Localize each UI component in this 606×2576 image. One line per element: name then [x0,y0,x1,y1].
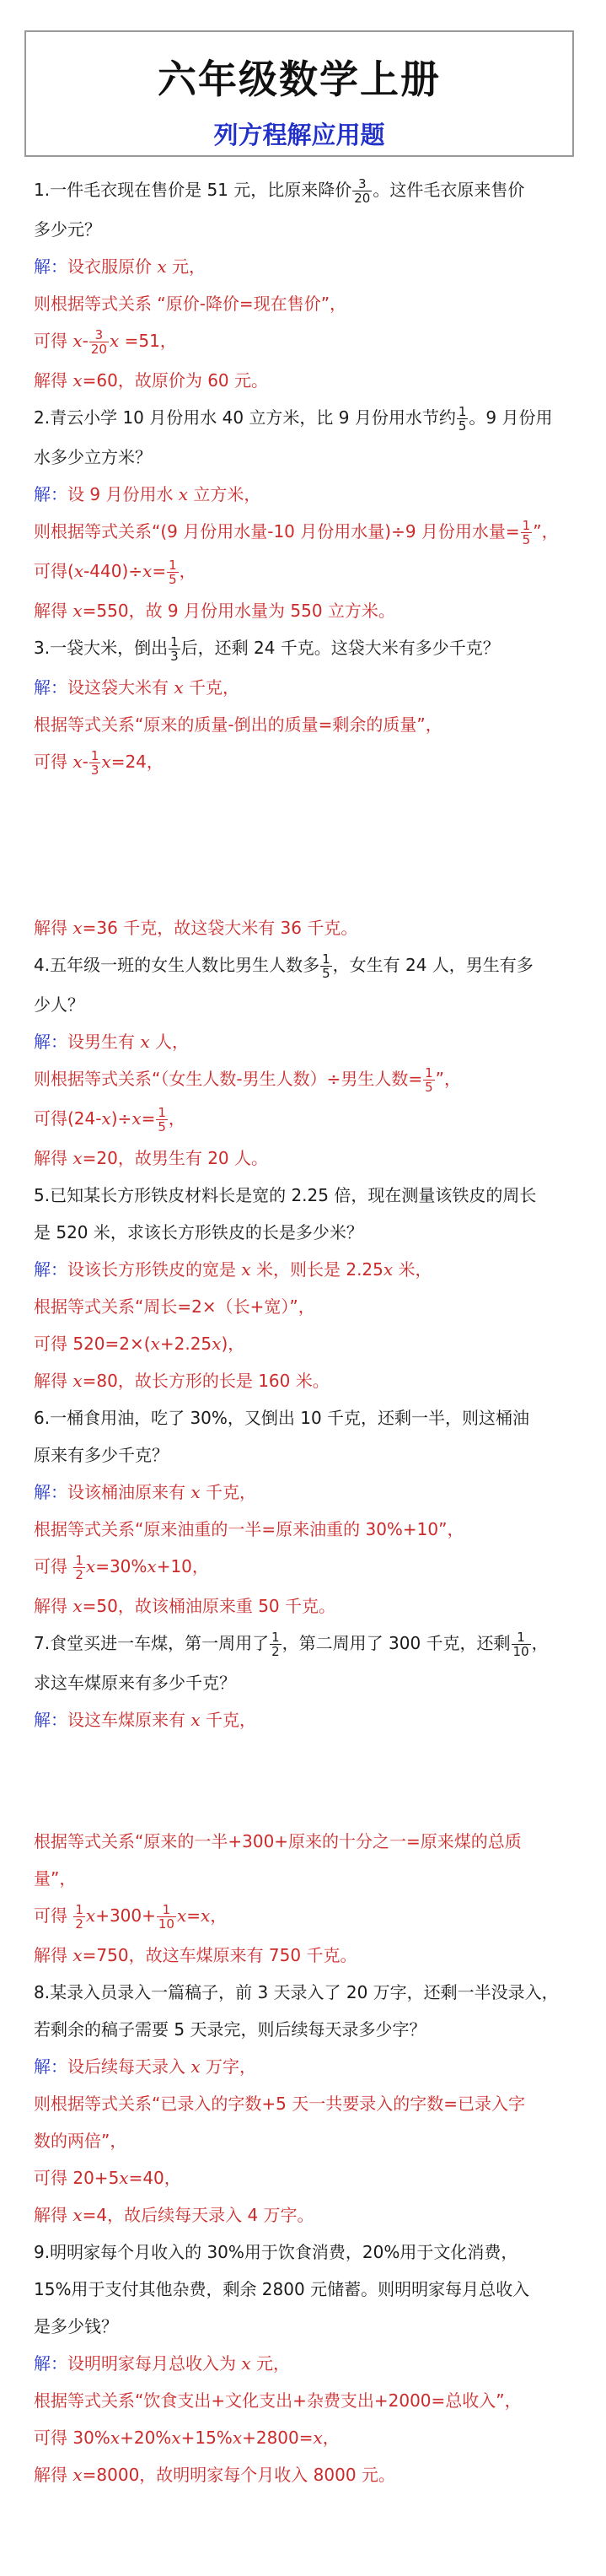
question-line: 4.五年级一班的女生人数比男生人数多 $\frac{1}{5}$ ，女生有 24 人，男生有多 [34,951,534,981]
problem-7 [34,1630,582,1968]
question-line: 9.明明家每个月收入的 30%用于饮食消费，20%用于文化消费， [34,2242,518,2262]
problem-6 [34,1405,582,1619]
question-line: 1.一件毛衣现在售价是 51 元，比原来降价 $\frac{3}{20}$ 。这件毛衣原来售价 [34,176,525,206]
answer-line: 解：设这袋大米有 x 千克， [34,677,239,698]
problem-4 [34,952,582,1171]
page-subtitle: 列方程解应用题 [213,121,385,149]
question-line: 求这车煤原来有多少千克？ [34,1673,236,1693]
problem-3 [34,635,582,940]
problem-2 [34,405,582,623]
answer-line: 可得 30%x+20%x+15%x+2800=x， [34,2428,340,2448]
answer-line: 根据等式关系“周长=2×（长+宽）”， [34,1296,315,1317]
question-line: 原来有多少千克？ [34,1445,169,1465]
question-line: 5.已知某长方形铁皮材料长是宽的 2.25 倍，现在测量该铁皮的周长 [34,1185,537,1205]
answer-line: 解：设明明家每月总收入为 x 元， [34,2353,290,2374]
problem-list [34,177,582,2499]
answer-line: 根据等式关系“饮食支出+文化支出+杂费支出+2000=总收入”， [34,2390,522,2411]
question-line: 2.青云小学 10 月份用水 40 立方米，比 9 月份用水节约 $\frac{1}{5}$ 。9 月份用 [34,404,553,434]
answer-line: 根据等式关系“原来油重的一半=原来油重的 30%+10”， [34,1519,464,1539]
answer-line: 则根据等式关系“已录入的字数+5 天一共要录入的字数=已录入字 [34,2094,525,2114]
problem-5 [34,1183,582,1393]
question-line: 多少元？ [34,219,101,240]
answer-line: 解得 x=550，故 9 月份用水量为 550 立方米。 [34,601,395,621]
page-title: 六年级数学上册 [158,57,441,102]
answer-line: 可得 $\frac{1}{2}$ x=30%x+10， [34,1553,209,1582]
fraction: $\frac{3}{20}$ [354,176,371,206]
answer-line: 可得 20+5x=40， [34,2168,181,2188]
answer-line: 解：设衣服原价 x 元， [34,256,206,277]
question-line: 7.食堂买进一车煤，第一周用了 $\frac{1}{2}$ ，第二周用了 300 千克，还剩 $\frac{1}{10}$ ， [34,1630,549,1659]
blank-space [34,1744,582,1829]
blank-space [34,789,582,915]
question-line: 15%用于支付其他杂费，剩余 2800 元储蓄。则明明家每月总收入 [34,2279,530,2299]
answer-line: 解得 x=60，故原价为 60 元。 [34,370,269,391]
answer-line: 解得 x=36 千克，故这袋大米有 36 千克。 [34,918,358,938]
answer-line: 解得 x=4，故后续每天录入 4 万字。 [34,2205,314,2225]
question-line: 6.一桶食用油，吃了 30%，又倒出 10 千克，还剩一半，则这桶油 [34,1408,530,1428]
answer-line: 解：设男生有 x 人， [34,1032,189,1052]
answer-line: 可得 x- $\frac{1}{3}$ x=24， [34,748,164,778]
answer-line: 则根据等式关系“(9 月份用水量-10 月份用水量)÷9 月份用水量= $\frac{1}{5}$ ”， [34,518,559,547]
answer-line: 解：设 9 月份用水 x 立方米， [34,484,261,504]
answer-line: 解得 x=750，故这车煤原来有 750 千克。 [34,1945,357,1965]
answer-line: 解：设该桶油原来有 x 千克， [34,1482,256,1502]
question-line: 少人？ [34,994,84,1015]
answer-line: 解：设该长方形铁皮的宽是 x 米，则长是 2.25x 米， [34,1259,432,1280]
answer-line: 可得 $\frac{1}{2}$ x+300+ $\frac{1}{10}$ x=x， [34,1902,228,1932]
answer-line: 可得 x- $\frac{3}{20}$ x =51， [34,327,177,357]
question-line: 若剩余的稿子需要 5 天录完，则后续每天录多少字？ [34,2019,426,2040]
answer-line: 解：设这车煤原来有 x 千克， [34,1710,256,1730]
answer-line: 解得 x=80，故长方形的长是 160 米。 [34,1371,330,1391]
question-line: 是 520 米，求该长方形铁皮的长是多少米？ [34,1222,363,1242]
question-line: 3.一袋大米，倒出 $\frac{1}{3}$ 后，还剩 24 千克。这袋大米有多少千克？ [34,634,500,664]
answer-line: 根据等式关系“原来的质量-倒出的质量=剩余的质量”， [34,714,442,735]
answer-line: 根据等式关系“原来的一半+300+原来的十分之一=原来煤的总质 [34,1831,522,1851]
question-line: 8.某录入员录入一篇稿子，前 3 天录入了 20 万字，还剩一半没录入， [34,1982,559,2002]
title-box [24,30,574,157]
answer-line: 可得(24-x)÷x= $\frac{1}{5}$ ， [34,1105,185,1134]
answer-line: 则根据等式关系 “原价-降价=现在售价”， [34,294,347,314]
answer-line: 解得 x=20，故男生有 20 人。 [34,1148,269,1168]
answer-line: 解：设后续每天录入 x 万字， [34,2056,256,2077]
problem-8 [34,1980,582,2228]
answer-line: 可得(x-440)÷x= $\frac{1}{5}$ ， [34,558,196,587]
answer-line: 解得 x=50，故该桶油原来重 50 千克。 [34,1596,336,1616]
problem-9 [34,2239,582,2487]
answer-line: 则根据等式关系“（女生人数-男生人数）÷男生人数= $\frac{1}{5}$ ”， [34,1065,462,1095]
question-line: 水多少立方米？ [34,447,152,467]
answer-line: 数的两倍”， [34,2131,127,2151]
question-line: 是多少钱？ [34,2316,118,2336]
answer-line: 量”， [34,1868,77,1889]
problem-1 [34,177,582,393]
answer-line: 可得 520=2×(x+2.25x)， [34,1334,245,1354]
answer-line: 解得 x=8000，故明明家每个月收入 8000 元。 [34,2465,395,2485]
